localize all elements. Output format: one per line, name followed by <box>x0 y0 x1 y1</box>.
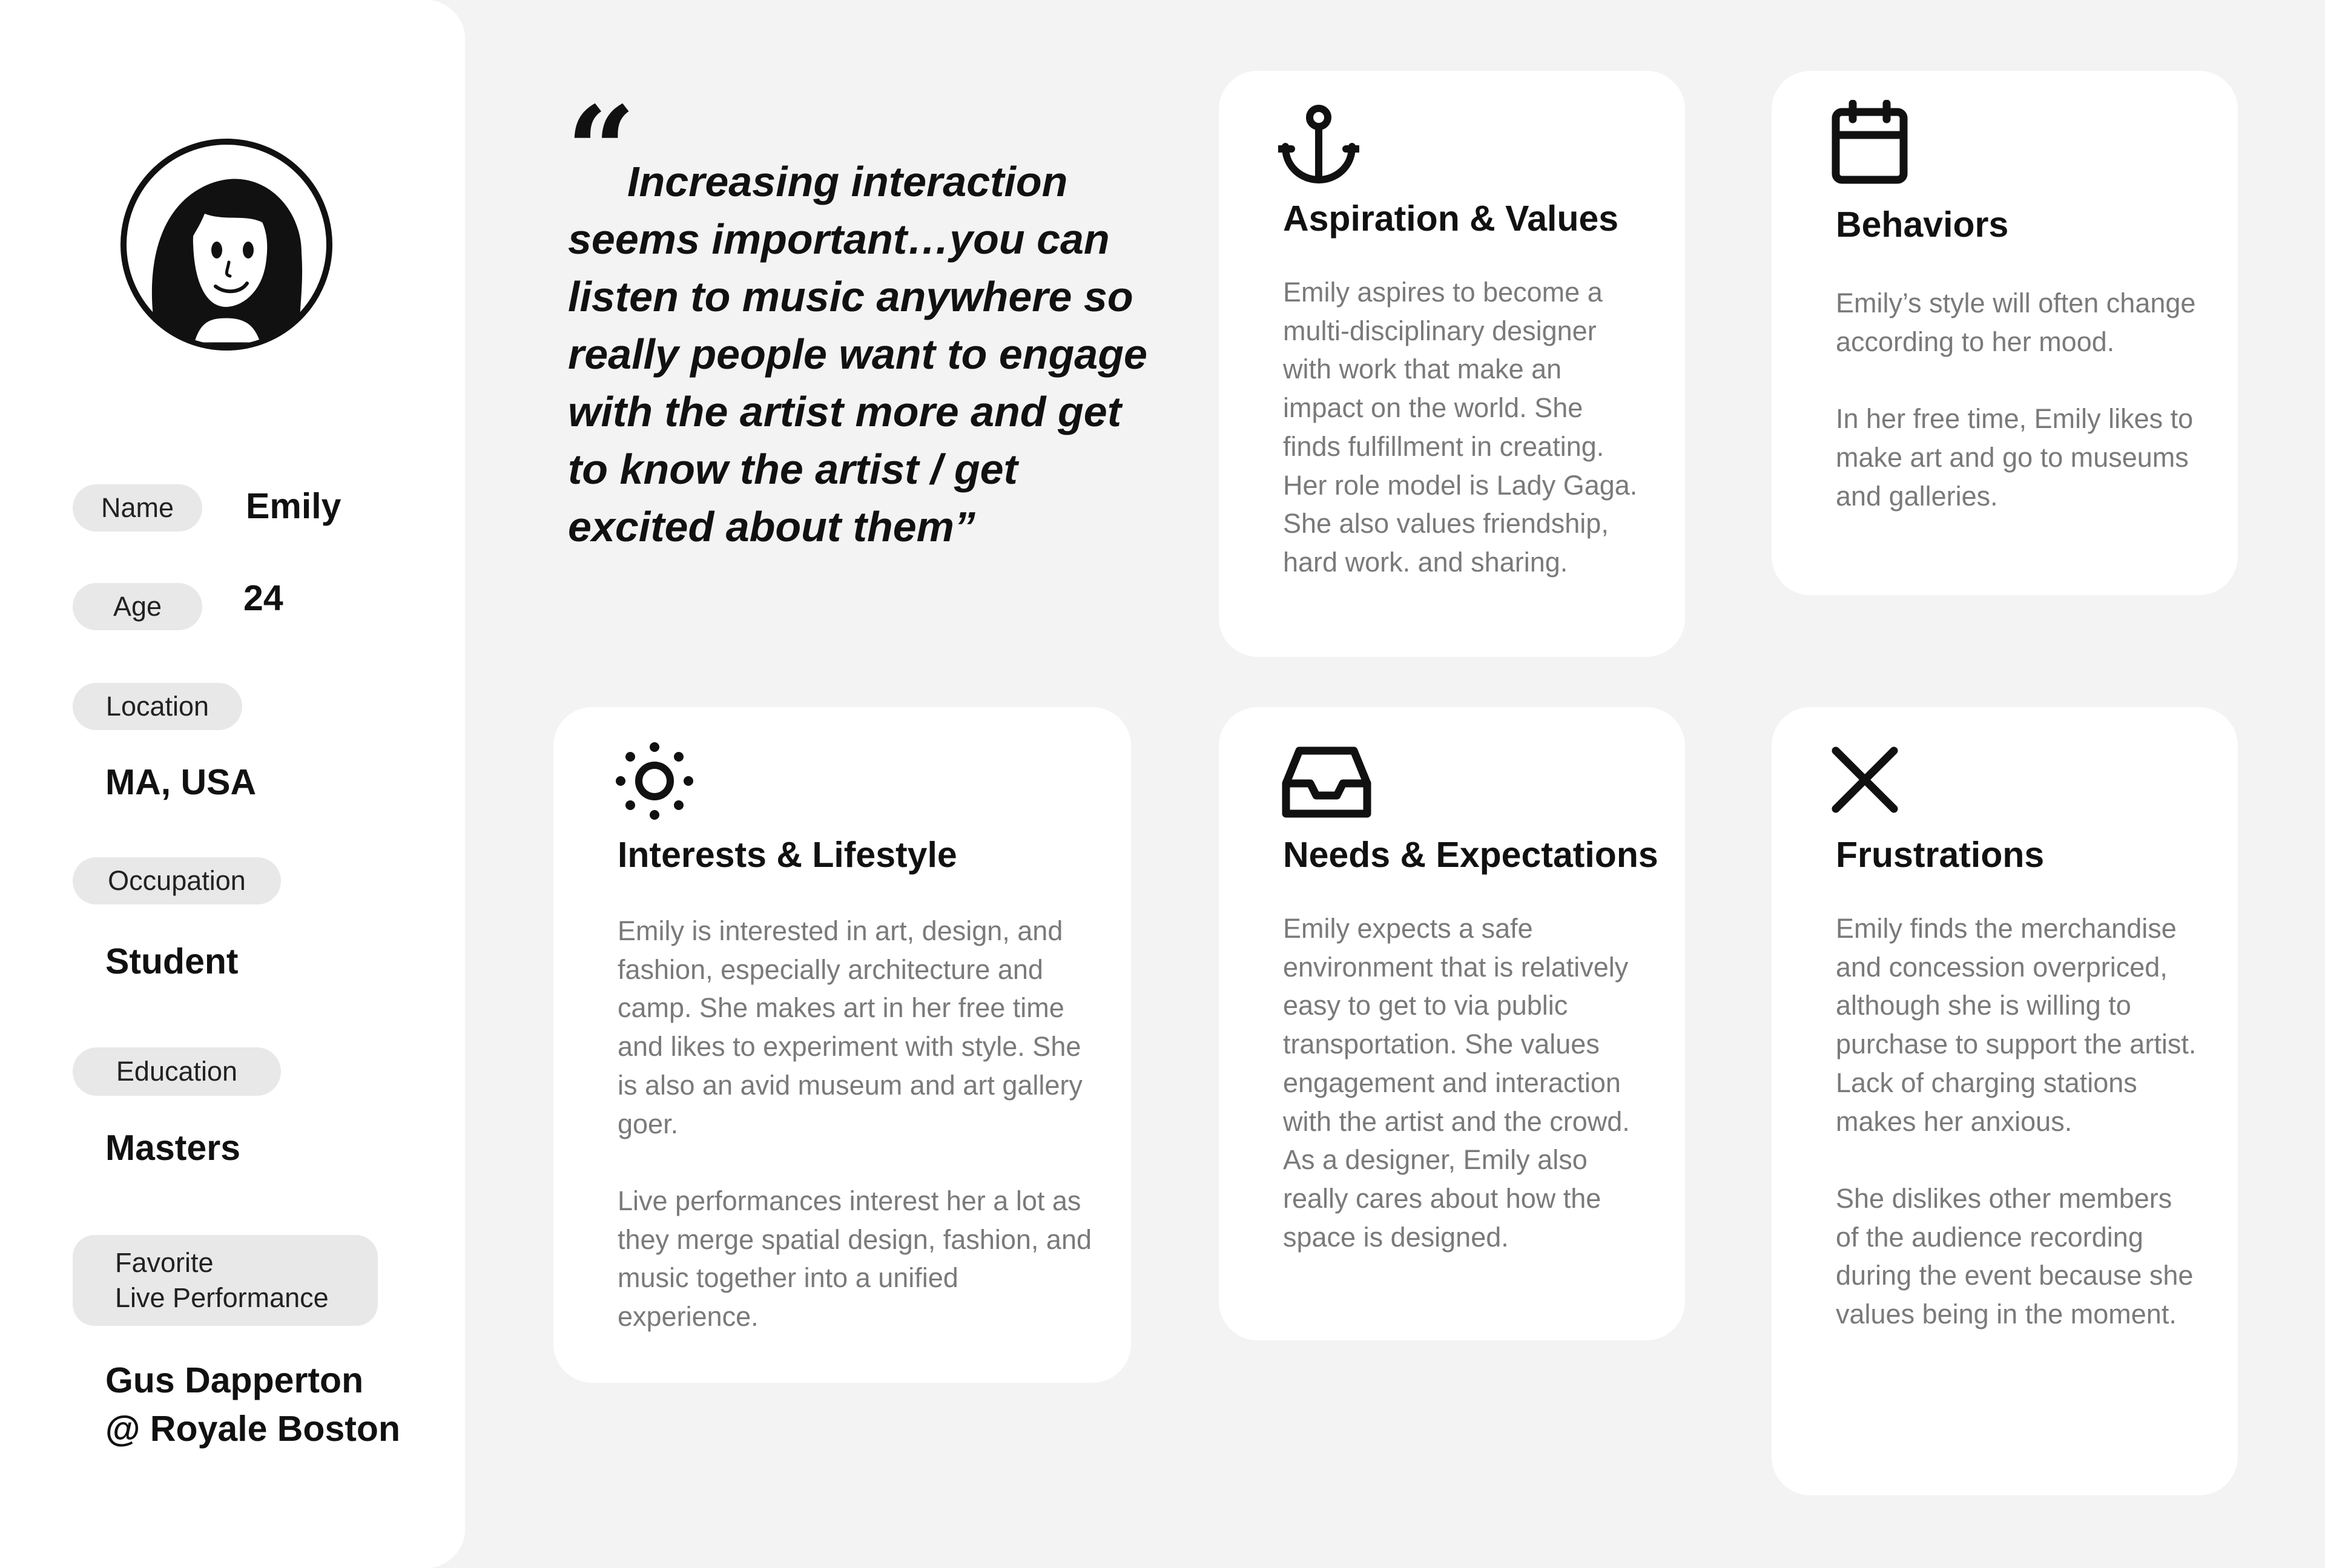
card-paragraph: Emily aspires to become a multi-disciplinary designer with work that make an impact on the world. She finds fulfillment in creating. Her role model is Lady Gaga. She also values friendship, hard work. and sharing. <box>1283 277 1638 578</box>
avatar <box>120 138 333 351</box>
close-x-icon <box>1831 746 1899 814</box>
behaviors-title: Behaviors <box>1836 205 2009 245</box>
name-value: Emily <box>246 486 341 526</box>
aspiration-values-title: Aspiration & Values <box>1283 199 1619 239</box>
interests-lifestyle-body <box>618 912 1096 1336</box>
calendar-icon <box>1831 100 1908 185</box>
interests-lifestyle-title: Interests & Lifestyle <box>618 835 957 875</box>
location-label: Location <box>73 683 242 730</box>
profile-sidebar <box>0 0 465 1568</box>
favorite-performance-value <box>105 1356 400 1453</box>
needs-expectations-title: Needs & Expectations <box>1283 835 1658 875</box>
aspiration-values-body <box>1283 273 1646 582</box>
card-paragraph: She dislikes other members of the audience recording during the event because she values being in the moment. <box>1836 1182 2194 1330</box>
favorite-performance-value-line: @ Royale Boston <box>105 1409 400 1449</box>
card-paragraph: In her free time, Emily likes to make art and go to museums and galleries. <box>1836 403 2194 512</box>
age-label: Age <box>73 583 202 630</box>
favorite-performance-value-line: Gus Dapperton <box>105 1360 364 1400</box>
inbox-tray-icon <box>1281 746 1372 821</box>
behaviors-card <box>1772 71 2238 595</box>
location-value: MA, USA <box>105 762 257 802</box>
frustrations-card <box>1772 707 2238 1495</box>
favorite-performance-label-line: Favorite <box>115 1247 214 1278</box>
card-paragraph: Live performances interest her a lot as they merge spatial design, fashion, and music together into a unified experience. <box>618 1185 1092 1332</box>
occupation-value: Student <box>105 941 239 981</box>
education-label: Education <box>73 1047 281 1096</box>
sun-icon <box>613 740 696 822</box>
card-paragraph: Emily is interested in art, design, and fashion, especially architecture and camp. She makes art in her free time and likes to experiment with style. She is also an avid museum and art gallery goer. <box>618 915 1083 1139</box>
card-paragraph: Emily expects a safe environment that is relatively easy to get to via public transportation. She values engagement and interaction with the artist and the crowd. As a designer, Emily also really cares about how the space is designed. <box>1283 913 1630 1253</box>
name-label: Name <box>73 484 202 532</box>
behaviors-body <box>1836 284 2199 515</box>
aspiration-values-card <box>1219 71 1685 657</box>
education-value: Masters <box>105 1128 241 1168</box>
persona-quote: Increasing interaction seems important…you can listen to music anywhere so really people want to engage with the artist more and get to know the artist / get excited about them” <box>568 158 1147 550</box>
occupation-label: Occupation <box>73 857 281 904</box>
open-quote-mark: “ <box>566 80 636 222</box>
interests-lifestyle-card <box>553 707 1131 1383</box>
needs-expectations-card <box>1219 707 1685 1340</box>
age-value: 24 <box>243 578 283 618</box>
needs-expectations-body <box>1283 909 1658 1256</box>
favorite-performance-label-line: Live Performance <box>115 1282 329 1313</box>
favorite-performance-label <box>73 1235 378 1326</box>
card-paragraph: Emily finds the merchandise and concession overpriced, although she is willing to purchase to support the artist. Lack of charging stations makes her anxious. <box>1836 913 2197 1137</box>
anchor-icon <box>1278 104 1359 185</box>
frustrations-title: Frustrations <box>1836 835 2045 875</box>
frustrations-body <box>1836 909 2199 1334</box>
card-paragraph: Emily’s style will often change according to her mood. <box>1836 288 2196 357</box>
